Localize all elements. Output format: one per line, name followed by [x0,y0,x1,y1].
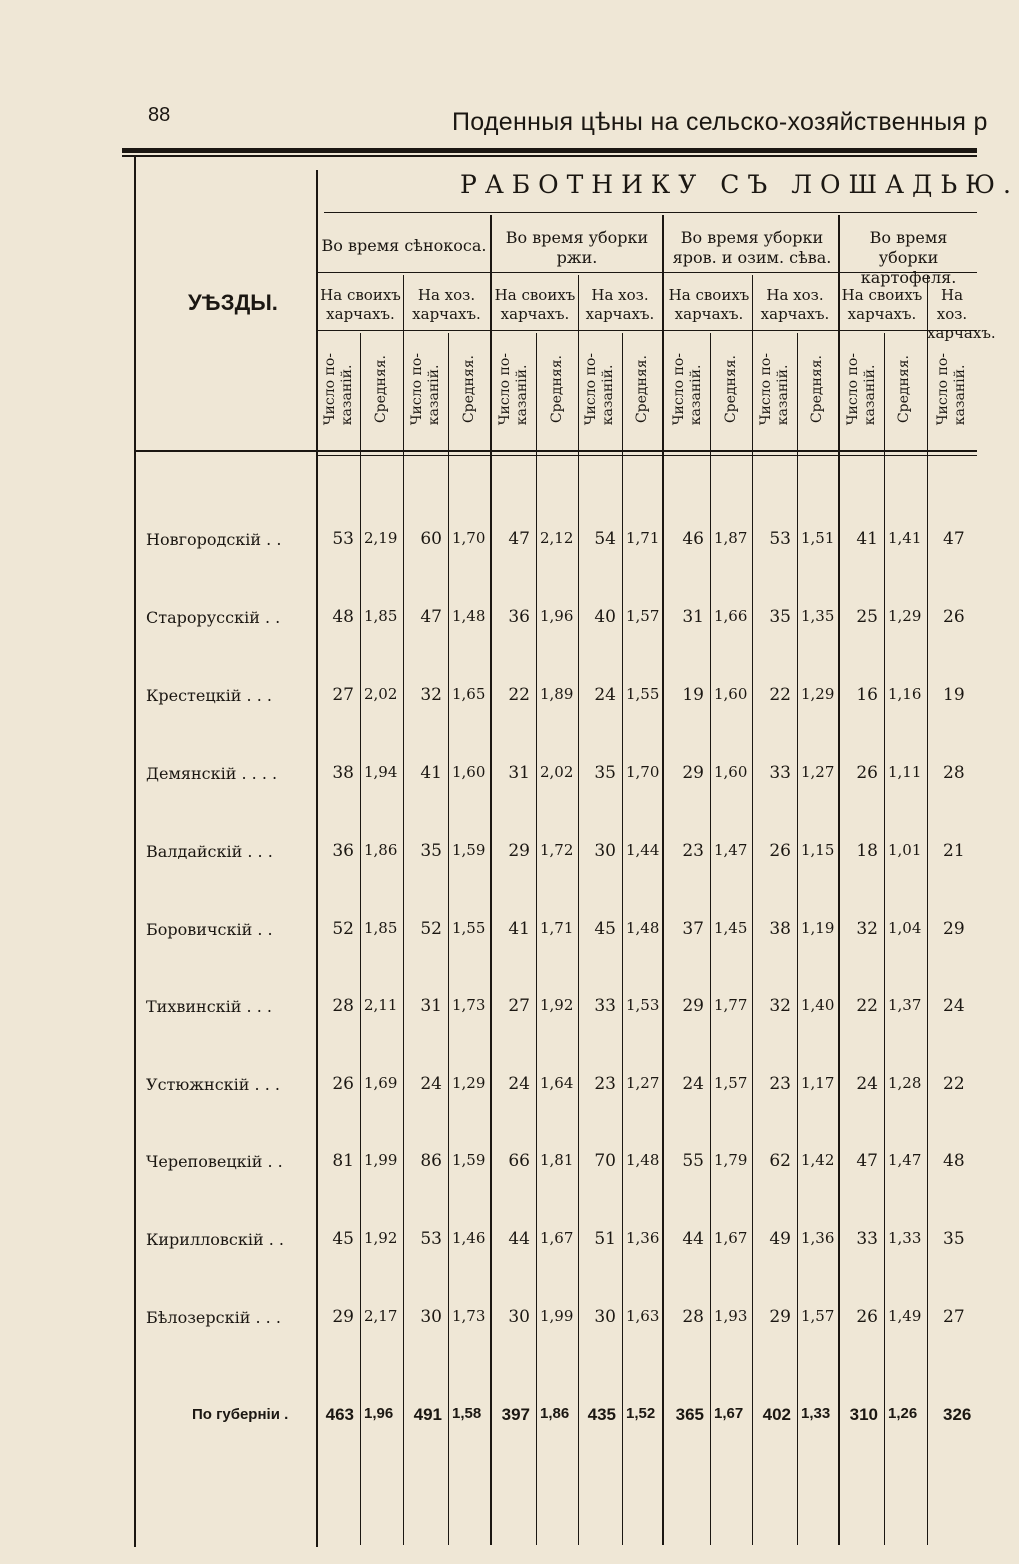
mean-column-label: Средняя. [460,354,477,424]
count-cell: 47 [420,607,442,627]
count-column-label: Число по- казаній. [671,352,704,426]
count-cell: 33 [769,763,791,783]
row-label: Кирилловскій . . [146,1230,285,1249]
mean-cell: 1,27 [801,763,835,781]
mean-cell: 1,96 [540,607,574,625]
mean-cell: 1,99 [540,1307,574,1325]
subperiod-header: На своихъ харчахъ. [841,286,923,323]
count-cell: 491 [413,1405,442,1424]
count-cell: 23 [682,841,704,861]
count-cell: 41 [508,919,530,939]
count-cell: 62 [769,1151,791,1171]
count-cell: 86 [420,1151,442,1171]
count-cell: 37 [682,919,704,939]
table-left-border [134,157,136,1547]
count-cell: 22 [943,1074,965,1094]
subperiod-separator [578,275,579,1545]
mean-cell: 1,60 [714,685,748,703]
count-column-header [840,330,884,448]
count-cell: 52 [420,919,442,939]
count-cell: 81 [332,1151,354,1171]
mean-cell: 1,57 [626,607,660,625]
mean-cell: 2,02 [364,685,398,703]
period-header: Во время уборки ржи. [505,228,649,267]
mean-cell: 1,17 [801,1074,835,1092]
count-cell: 24 [682,1074,704,1094]
mean-cell: 1,79 [714,1151,748,1169]
mean-cell: 1,59 [452,1151,486,1169]
subperiod-header: На своихъ харчахъ. [320,286,401,323]
count-cell: 397 [501,1405,530,1424]
count-cell: 19 [943,685,965,705]
mean-cell: 1,81 [540,1151,574,1169]
mean-cell: 1,55 [626,685,660,703]
row-label: Валдайскій . . . [146,842,273,861]
mean-column-label: Средняя. [809,354,825,424]
count-cell: 30 [594,1307,616,1327]
mean-column-header [797,330,838,448]
count-cell: 54 [594,529,616,549]
mean-cell: 2,02 [540,763,574,781]
count-cell: 41 [856,529,878,549]
count-cell: 24 [420,1074,442,1094]
row-label: Крестецкій . . . [146,686,272,705]
mean-cell: 1,92 [540,996,574,1014]
mean-cell: 1,44 [626,841,660,859]
count-cell: 51 [594,1229,616,1249]
count-cell: 26 [332,1074,354,1094]
count-cell: 28 [943,763,965,783]
mean-cell: 1,29 [888,607,922,625]
count-cell: 48 [943,1151,965,1171]
mean-cell: 1,67 [540,1229,574,1247]
mean-cell: 1,33 [801,1405,831,1422]
count-cell: 21 [943,841,965,861]
column-separator [448,333,449,1545]
mean-cell: 1,48 [452,607,486,625]
count-cell: 23 [594,1074,616,1094]
period-separator [662,215,664,1545]
count-column-label: Число по- казаній. [845,352,878,426]
count-cell: 44 [508,1229,530,1249]
count-cell: 55 [682,1151,704,1171]
row-header: УѢЗДЫ. [188,290,278,315]
count-cell: 25 [856,607,878,627]
count-cell: 28 [682,1307,704,1327]
column-separator [360,333,361,1545]
count-cell: 26 [856,763,878,783]
mean-cell: 2,19 [364,529,398,547]
mean-cell: 1,27 [626,1074,660,1092]
count-cell: 24 [508,1074,530,1094]
mean-cell: 1,41 [888,529,922,547]
count-cell: 53 [332,529,354,549]
row-label: Новгородскій . . [146,530,282,549]
count-cell: 47 [508,529,530,549]
mean-cell: 1,35 [801,607,835,625]
mean-cell: 1,94 [364,763,398,781]
mean-cell: 1,66 [714,607,748,625]
count-cell: 27 [508,996,530,1016]
page-number: 88 [148,104,171,126]
subperiod-header: На своихъ харчахъ. [668,286,750,323]
mean-column-header [710,330,752,448]
mean-cell: 1,53 [626,996,660,1014]
row-label: Демянскій . . . . [146,764,278,783]
count-cell: 33 [856,1229,878,1249]
count-column-header [318,330,360,448]
mean-column-header [448,330,490,448]
mean-column-label: Средняя. [633,354,650,424]
top-rule-thick [122,148,977,153]
count-cell: 35 [420,841,442,861]
mean-cell: 1,40 [801,996,835,1014]
count-cell: 310 [849,1405,878,1424]
subperiod-header: На хоз. харчахъ. [412,286,481,323]
count-cell: 46 [682,529,704,549]
mean-cell: 1,72 [540,841,574,859]
mean-cell: 1,48 [626,1151,660,1169]
mean-cell: 1,89 [540,685,574,703]
mean-cell: 1,47 [714,841,748,859]
mean-cell: 1,63 [626,1307,660,1325]
count-cell: 33 [594,996,616,1016]
count-cell: 49 [769,1229,791,1249]
count-cell: 326 [943,1405,972,1424]
mean-cell: 1,73 [452,996,486,1014]
count-cell: 463 [325,1405,354,1424]
count-cell: 32 [856,919,878,939]
mean-cell: 1,29 [801,685,835,703]
mean-cell: 1,51 [801,529,835,547]
count-cell: 45 [332,1229,354,1249]
count-cell: 30 [508,1307,530,1327]
count-cell: 28 [332,996,354,1016]
row-label: Бѣлозерскій . . . [146,1308,281,1327]
mean-column-header [884,330,924,448]
count-cell: 29 [332,1307,354,1327]
count-cell: 31 [682,607,704,627]
count-cell: 31 [420,996,442,1016]
count-cell: 53 [420,1229,442,1249]
count-cell: 435 [587,1405,616,1424]
subperiod-separator [927,275,928,1545]
mean-cell: 1,69 [364,1074,398,1092]
count-cell: 35 [769,607,791,627]
mean-cell: 1,47 [888,1151,922,1169]
count-cell: 32 [420,685,442,705]
count-cell: 26 [769,841,791,861]
mean-cell: 2,11 [364,996,398,1014]
mean-column-header [622,330,662,448]
count-cell: 47 [856,1151,878,1171]
count-column-label: Число по- казаній. [935,352,968,426]
count-cell: 41 [420,763,442,783]
mean-cell: 1,16 [888,685,922,703]
mean-cell: 1,46 [452,1229,486,1247]
count-cell: 24 [594,685,616,705]
subperiod-header: На хоз. харчахъ. [760,286,830,323]
count-cell: 48 [332,607,354,627]
count-column-header [492,330,536,448]
mean-cell: 1,85 [364,607,398,625]
count-cell: 27 [943,1307,965,1327]
page-title: Поденныя цѣны на сельско-хозяйственныя р [452,108,988,136]
row-label: Устюжнскій . . . [146,1075,280,1094]
mean-cell: 1,73 [452,1307,486,1325]
count-cell: 29 [943,919,965,939]
mean-cell: 1,04 [888,919,922,937]
row-label: Череповецкій . . [146,1152,283,1171]
count-cell: 40 [594,607,616,627]
count-cell: 31 [508,763,530,783]
period-header: Во время уборки картофеля. [860,228,957,287]
mean-cell: 1,71 [626,529,660,547]
mean-cell: 1,42 [801,1151,835,1169]
mean-cell: 1,96 [364,1405,394,1422]
count-column-label: Число по- казаній. [757,352,791,426]
mean-cell: 1,48 [626,919,660,937]
mean-cell: 1,85 [364,919,398,937]
count-cell: 22 [856,996,878,1016]
mean-cell: 1,71 [540,919,574,937]
period-header: Во время сѣнокоса. [321,236,487,255]
count-cell: 32 [769,996,791,1016]
mean-cell: 1,49 [888,1307,922,1325]
mean-cell: 1,60 [452,763,486,781]
mean-column-label: Средняя. [722,354,739,424]
mean-cell: 1,33 [888,1229,922,1247]
column-separator [622,333,623,1545]
count-cell: 38 [769,919,791,939]
count-cell: 19 [682,685,704,705]
count-cell: 23 [769,1074,791,1094]
count-cell: 45 [594,919,616,939]
top-rule-thin [122,155,977,157]
count-cell: 22 [508,685,530,705]
section-header: РАБОТНИКУ СЪ ЛОШАДЬЮ. [460,170,1019,199]
mean-cell: 1,77 [714,996,748,1014]
header-bottom-rule-2 [316,455,977,456]
mean-cell: 1,55 [452,919,486,937]
count-cell: 36 [508,607,530,627]
mean-cell: 1,59 [452,841,486,859]
count-column-header [666,330,710,448]
count-cell: 66 [508,1151,530,1171]
count-cell: 47 [943,529,965,549]
row-label: Тихвинскій . . . [146,997,272,1016]
mean-cell: 1,87 [714,529,748,547]
count-cell: 30 [420,1307,442,1327]
mean-cell: 1,28 [888,1074,922,1092]
count-cell: 24 [856,1074,878,1094]
mean-cell: 1,92 [364,1229,398,1247]
mean-cell: 1,29 [452,1074,486,1092]
column-separator [710,333,711,1545]
count-column-header [578,330,622,448]
period-header: Во время уборки яров. и озим. сѣва. [672,228,832,267]
count-cell: 18 [856,841,878,861]
count-cell: 70 [594,1151,616,1171]
count-cell: 26 [856,1307,878,1327]
mean-cell: 1,58 [452,1405,482,1422]
mean-cell: 1,57 [714,1074,748,1092]
count-cell: 29 [769,1307,791,1327]
mean-cell: 1,11 [888,763,922,781]
count-cell: 27 [332,685,354,705]
mean-cell: 1,19 [801,919,835,937]
count-cell: 35 [943,1229,965,1249]
mean-cell: 1,60 [714,763,748,781]
count-column-label: Число по- казаній. [497,352,530,426]
count-cell: 22 [769,685,791,705]
count-cell: 365 [675,1405,704,1424]
mean-cell: 1,70 [626,763,660,781]
row-label: Боровичскій . . [146,920,273,939]
mean-cell: 1,52 [626,1405,656,1422]
mean-cell: 1,93 [714,1307,748,1325]
mean-cell: 1,67 [714,1229,748,1247]
count-cell: 29 [682,996,704,1016]
count-cell: 60 [420,529,442,549]
count-column-header [403,330,448,448]
mean-cell: 1,45 [714,919,748,937]
count-column-header [927,330,977,448]
subperiod-header: На хоз. харчахъ. [927,286,996,342]
mean-cell: 1,67 [714,1405,744,1422]
mean-cell: 1,99 [364,1151,398,1169]
header-bottom-rule [136,450,977,452]
subperiod-header: На своихъ харчахъ. [494,286,576,323]
mean-column-label: Средняя. [895,354,912,424]
mean-cell: 1,86 [540,1405,570,1422]
column-separator [536,333,537,1545]
section-header-rule [324,212,977,213]
count-cell: 53 [769,529,791,549]
row-label: По губерніи . [192,1406,289,1423]
count-column-label: Число по- казаній. [322,352,355,426]
subperiod-header: На хоз. харчахъ. [585,286,655,323]
mean-cell: 1,15 [801,841,835,859]
mean-cell: 2,12 [540,529,574,547]
subperiod-separator [752,275,753,1545]
mean-cell: 1,36 [801,1229,835,1247]
mean-column-label: Средняя. [548,354,565,424]
count-cell: 29 [508,841,530,861]
count-cell: 16 [856,685,878,705]
column-separator [884,333,885,1545]
count-cell: 36 [332,841,354,861]
count-cell: 402 [762,1405,791,1424]
mean-column-header [360,330,403,448]
mean-cell: 1,64 [540,1074,574,1092]
count-column-header [752,330,797,448]
mean-column-label: Средняя. [373,354,389,424]
mean-cell: 1,65 [452,685,486,703]
count-cell: 29 [682,763,704,783]
column-separator [797,333,798,1545]
count-cell: 26 [943,607,965,627]
subperiod-separator [403,275,404,1545]
count-column-label: Число по- казаній. [583,352,616,426]
mean-cell: 1,57 [801,1307,835,1325]
count-cell: 52 [332,919,354,939]
count-cell: 35 [594,763,616,783]
mean-cell: 1,36 [626,1229,660,1247]
count-cell: 38 [332,763,354,783]
count-cell: 44 [682,1229,704,1249]
count-cell: 24 [943,996,965,1016]
mean-cell: 1,37 [888,996,922,1014]
mean-cell: 2,17 [364,1307,398,1325]
mean-cell: 1,86 [364,841,398,859]
row-label: Старорусскій . . [146,608,281,627]
mean-cell: 1,26 [888,1405,918,1422]
mean-cell: 1,70 [452,529,486,547]
mean-cell: 1,01 [888,841,922,859]
mean-column-header [536,330,578,448]
count-cell: 30 [594,841,616,861]
count-column-label: Число по- казаній. [408,352,442,426]
